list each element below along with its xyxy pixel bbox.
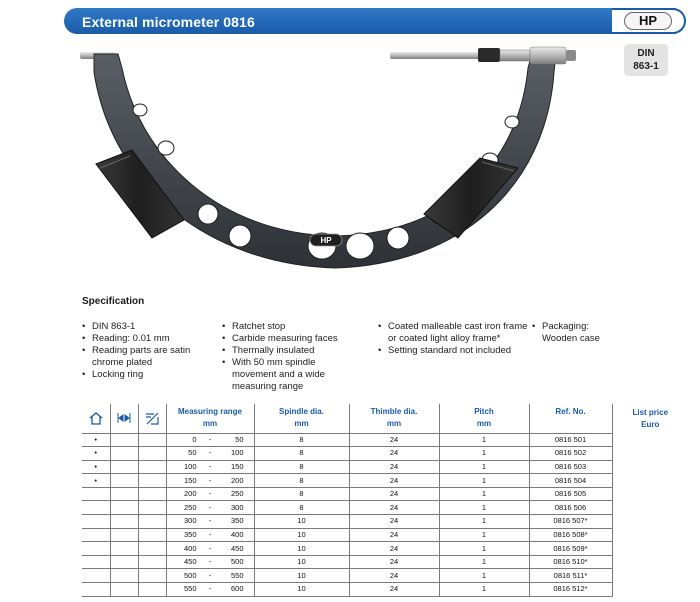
empty-cell <box>138 487 166 501</box>
measuring-range-cell <box>166 542 254 556</box>
spec-item: • Setting standard not included <box>378 345 528 357</box>
pitch-cell: 1 <box>439 555 529 569</box>
empty-cell <box>138 583 166 597</box>
thimble-cell: 24 <box>349 460 439 474</box>
table-row <box>82 528 688 542</box>
list-price-cell <box>612 569 688 583</box>
thimble-cell: 24 <box>349 583 439 597</box>
ref-no-cell: 0816 503 <box>529 460 612 474</box>
frame-logo-text: HP <box>320 236 332 245</box>
thimble-cell: 24 <box>349 569 439 583</box>
range-separator: - <box>208 475 212 485</box>
ref-no-cell: 0816 512* <box>529 583 612 597</box>
availability-marker <box>82 569 110 583</box>
table-row <box>82 487 688 501</box>
empty-cell <box>110 487 138 501</box>
pitch-cell: 1 <box>439 474 529 488</box>
range-min: 100 <box>183 461 197 471</box>
measuring-range-cell <box>166 515 254 529</box>
empty-cell <box>110 542 138 556</box>
availability-marker: • <box>82 433 110 447</box>
spec-item: • Thermally insulated <box>222 345 356 357</box>
list-price-cell <box>612 528 688 542</box>
spindle-cell: 8 <box>254 474 349 488</box>
title-banner <box>64 8 676 34</box>
table-row <box>82 474 688 488</box>
pitch-cell: 1 <box>439 460 529 474</box>
range-separator: - <box>208 543 212 553</box>
list-price-cell <box>612 501 688 515</box>
col-header-measuring-range: Measuring range mm <box>166 404 254 433</box>
thimble-cell: 24 <box>349 555 439 569</box>
din-number: 863-1 <box>633 61 659 72</box>
range-min: 0 <box>192 434 197 444</box>
ref-no-cell: 0816 509* <box>529 542 612 556</box>
din-badge <box>624 44 668 76</box>
table-row <box>82 447 688 461</box>
spindle-cell: 8 <box>254 460 349 474</box>
pitch-cell: 1 <box>439 515 529 529</box>
ref-no-cell: 0816 501 <box>529 433 612 447</box>
ref-no-cell: 0816 511* <box>529 569 612 583</box>
table-row <box>82 433 688 447</box>
empty-cell <box>110 569 138 583</box>
spec-item: • Reading: 0.01 mm <box>82 333 214 345</box>
empty-cell <box>110 460 138 474</box>
spec-item: • Ratchet stop <box>222 321 356 333</box>
ref-no-cell: 0816 508* <box>529 528 612 542</box>
range-separator: - <box>208 557 212 567</box>
range-max: 100 <box>230 448 244 458</box>
list-price-cell <box>612 555 688 569</box>
pitch-cell: 1 <box>439 447 529 461</box>
pitch-cell: 1 <box>439 501 529 515</box>
range-separator: - <box>208 516 212 526</box>
range-max: 50 <box>235 434 244 444</box>
measuring-range-cell <box>166 487 254 501</box>
range-separator: - <box>208 584 212 594</box>
measuring-range-cell <box>166 583 254 597</box>
empty-cell <box>110 447 138 461</box>
empty-cell <box>110 433 138 447</box>
spindle-cell: 10 <box>254 542 349 556</box>
measuring-range-cell <box>166 501 254 515</box>
pitch-cell: 1 <box>439 433 529 447</box>
table-row <box>82 569 688 583</box>
range-min: 150 <box>183 475 197 485</box>
spec-item: • Packaging: Wooden case <box>532 321 624 345</box>
list-price-cell <box>612 542 688 556</box>
measuring-range-cell <box>166 460 254 474</box>
spec-list-3 <box>378 321 528 357</box>
empty-cell <box>110 528 138 542</box>
spindle-cell: 8 <box>254 447 349 461</box>
range-min: 550 <box>183 584 197 594</box>
pitch-cell: 1 <box>439 569 529 583</box>
spindle-cell: 8 <box>254 487 349 501</box>
specification-heading: Specification <box>82 296 145 307</box>
thimble-cell: 24 <box>349 542 439 556</box>
spec-item: • With 50 mm spindle movement and a wide measuring range <box>222 357 356 393</box>
spec-list-4 <box>532 321 624 345</box>
range-separator: - <box>208 570 212 580</box>
thimble-cell: 24 <box>349 487 439 501</box>
measuring-range-cell <box>166 433 254 447</box>
measuring-range-cell <box>166 555 254 569</box>
availability-marker <box>82 487 110 501</box>
spec-item: • DIN 863-1 <box>82 321 214 333</box>
range-max: 400 <box>230 529 244 539</box>
range-min: 500 <box>183 570 197 580</box>
table-row <box>82 501 688 515</box>
range-min: 200 <box>183 489 197 499</box>
thimble-cell: 24 <box>349 433 439 447</box>
spindle-cell: 10 <box>254 569 349 583</box>
list-price-cell <box>612 447 688 461</box>
measuring-faces-icon <box>110 404 138 433</box>
range-max: 550 <box>230 570 244 580</box>
empty-cell <box>138 528 166 542</box>
spindle-cell: 8 <box>254 501 349 515</box>
measuring-range-cell <box>166 528 254 542</box>
thimble-cell: 24 <box>349 515 439 529</box>
range-min: 350 <box>183 529 197 539</box>
spindle-cell: 8 <box>254 433 349 447</box>
empty-cell <box>138 542 166 556</box>
range-separator: - <box>208 448 212 458</box>
range-separator: - <box>208 489 212 499</box>
empty-cell <box>138 569 166 583</box>
spec-list-2 <box>222 321 356 393</box>
range-min: 250 <box>183 502 197 512</box>
availability-marker <box>82 515 110 529</box>
empty-cell <box>110 583 138 597</box>
spec-item: • Coated malleable cast iron frame or coated light alloy frame* <box>378 321 528 345</box>
pitch-cell: 1 <box>439 528 529 542</box>
empty-cell <box>138 501 166 515</box>
table-header-row <box>82 404 688 433</box>
thimble-cell: 24 <box>349 528 439 542</box>
product-table <box>82 404 688 597</box>
thimble-cell: 24 <box>349 447 439 461</box>
ref-no-cell: 0816 510* <box>529 555 612 569</box>
setting-standard-icon <box>138 404 166 433</box>
col-header-list-price: List price Euro <box>632 407 669 429</box>
empty-cell <box>138 433 166 447</box>
range-min: 400 <box>183 543 197 553</box>
range-separator: - <box>208 461 212 471</box>
ref-no-cell: 0816 504 <box>529 474 612 488</box>
range-max: 250 <box>230 489 244 499</box>
availability-marker: • <box>82 460 110 474</box>
list-price-cell <box>612 460 688 474</box>
col-header-ref-no: Ref. No. <box>529 404 612 433</box>
range-min: 300 <box>183 516 197 526</box>
measuring-range-cell <box>166 474 254 488</box>
availability-marker: • <box>82 447 110 461</box>
table-row <box>82 555 688 569</box>
ref-no-cell: 0816 505 <box>529 487 612 501</box>
ref-no-cell: 0816 507* <box>529 515 612 529</box>
measuring-range-cell <box>166 447 254 461</box>
spindle-cell: 10 <box>254 528 349 542</box>
spec-item: • Locking ring <box>82 369 214 381</box>
range-min: 450 <box>183 557 197 567</box>
range-max: 150 <box>230 461 244 471</box>
spindle-cell: 10 <box>254 555 349 569</box>
availability-marker <box>82 542 110 556</box>
hp-logo: HP <box>624 12 672 30</box>
availability-marker <box>82 555 110 569</box>
range-max: 200 <box>230 475 244 485</box>
table-row <box>82 515 688 529</box>
table-row <box>82 583 688 597</box>
thimble-cell: 24 <box>349 501 439 515</box>
range-separator: - <box>208 502 212 512</box>
thimble-cell: 24 <box>349 474 439 488</box>
ref-no-cell: 0816 502 <box>529 447 612 461</box>
range-max: 600 <box>230 584 244 594</box>
page-title: External micrometer 0816 <box>82 14 255 30</box>
col-header-thimble: Thimble dia. mm <box>349 404 439 433</box>
availability-marker <box>82 583 110 597</box>
range-max: 450 <box>230 543 244 553</box>
table-row <box>82 542 688 556</box>
ref-no-cell: 0816 506 <box>529 501 612 515</box>
col-header-spindle: Spindle dia. mm <box>254 404 349 433</box>
empty-cell <box>138 474 166 488</box>
availability-marker <box>82 501 110 515</box>
spindle-cell: 10 <box>254 515 349 529</box>
list-price-cell <box>612 474 688 488</box>
table-row <box>82 460 688 474</box>
empty-cell <box>110 515 138 529</box>
empty-cell <box>138 460 166 474</box>
range-max: 350 <box>230 516 244 526</box>
col-header-pitch: Pitch mm <box>439 404 529 433</box>
spec-item: • Carbide measuring faces <box>222 333 356 345</box>
empty-cell <box>138 515 166 529</box>
availability-marker <box>82 528 110 542</box>
range-separator: - <box>208 529 212 539</box>
empty-cell <box>110 474 138 488</box>
pitch-cell: 1 <box>439 542 529 556</box>
availability-marker: • <box>82 474 110 488</box>
empty-cell <box>138 447 166 461</box>
pitch-cell: 1 <box>439 583 529 597</box>
range-max: 500 <box>230 557 244 567</box>
range-max: 300 <box>230 502 244 512</box>
empty-cell <box>138 555 166 569</box>
measuring-range-cell <box>166 569 254 583</box>
list-price-cell <box>612 433 688 447</box>
list-price-cell <box>612 487 688 501</box>
list-price-cell <box>612 583 688 597</box>
pitch-cell: 1 <box>439 487 529 501</box>
micrometer-image <box>60 38 620 288</box>
spindle-cell: 10 <box>254 583 349 597</box>
empty-cell <box>110 555 138 569</box>
micrometer-head <box>390 47 576 64</box>
spec-list-1 <box>82 321 214 381</box>
house-icon <box>82 404 110 433</box>
range-separator: - <box>208 434 212 444</box>
din-label: DIN <box>637 48 655 59</box>
spec-item: • Reading parts are satin chrome plated <box>82 345 214 369</box>
list-price-cell <box>612 515 688 529</box>
range-min: 50 <box>188 448 197 458</box>
empty-cell <box>110 501 138 515</box>
